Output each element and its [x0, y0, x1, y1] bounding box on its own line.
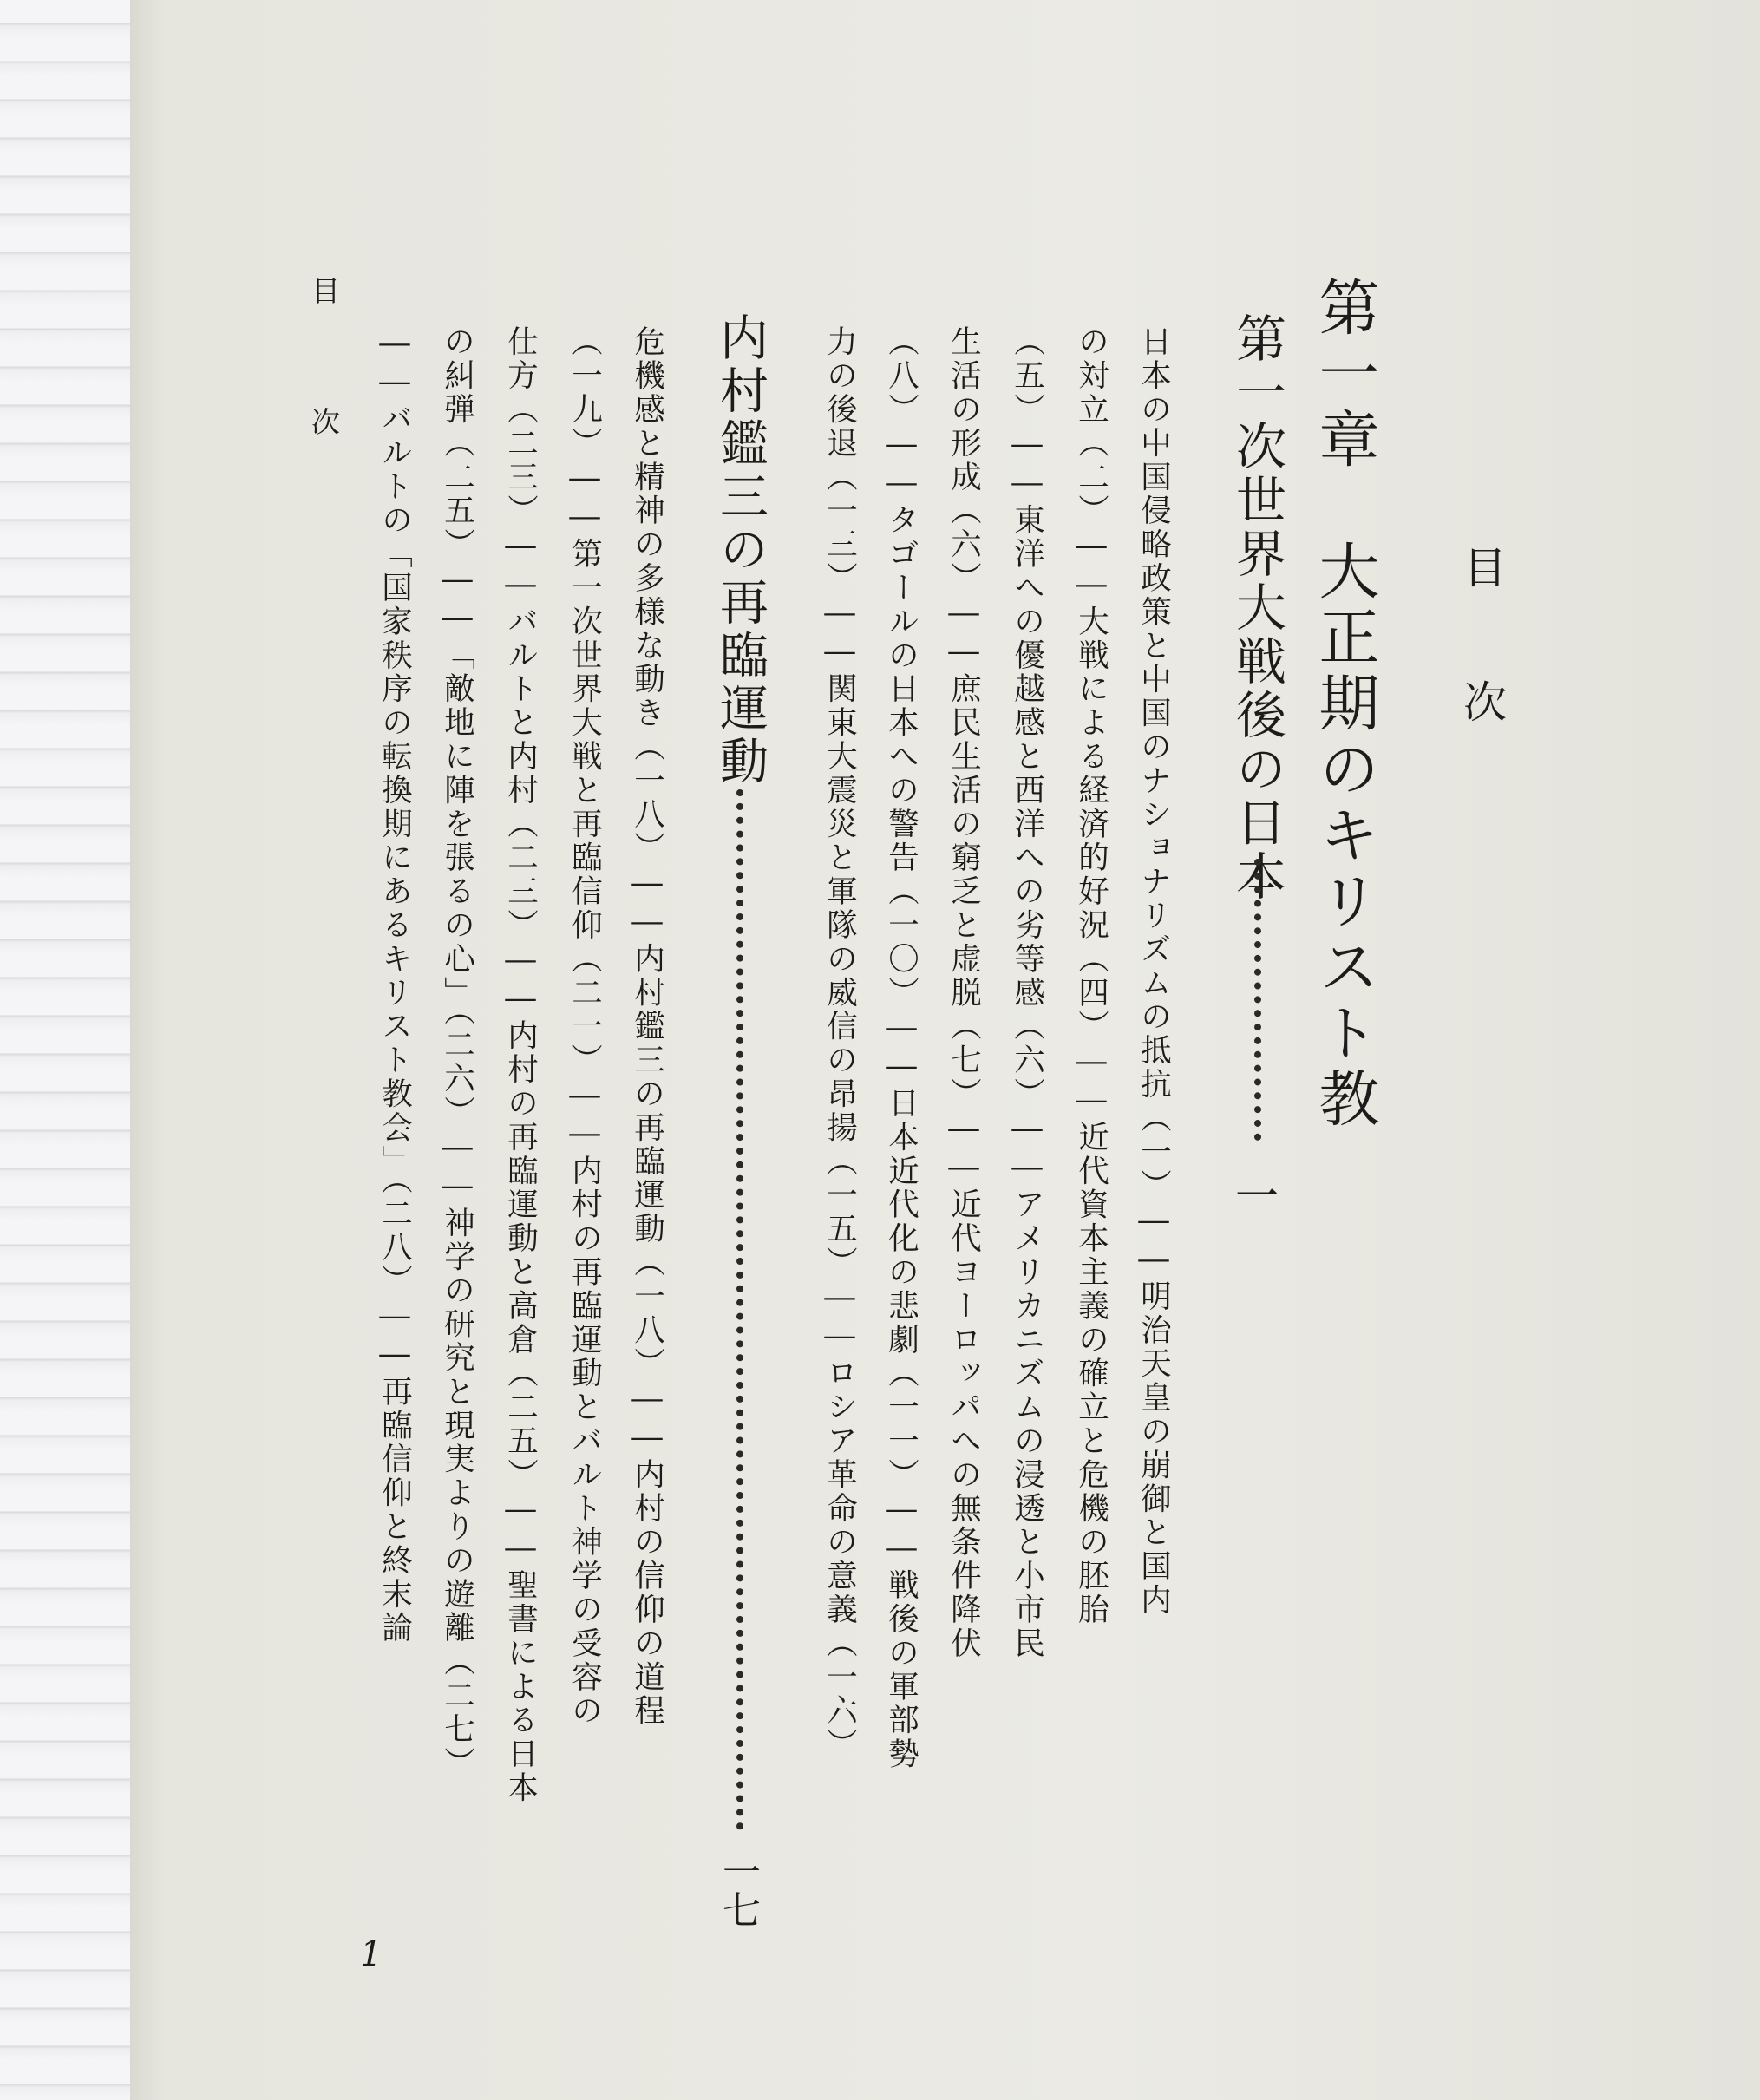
toc-entry-line: 危機感と精神の多様な動き（一八）――内村鑑三の再臨運動（一八）――内村の信仰の道程 [629, 325, 665, 1728]
section-page-number: 一 [1228, 1173, 1279, 1216]
toc-entry-line: 生活の形成（六）――庶民生活の窮乏と虚脱（七）――近代ヨーロッパへの無条件降伏 [945, 325, 982, 1661]
section-page-number: 一七 [716, 1852, 760, 1928]
section-title: 第一次世界大戦後の日本 [1227, 312, 1286, 904]
toc-entry-line: の糾弾（二五）――「敵地に陣を張るの心」（二六）――神学の研究と現実よりの遊離（二七） [439, 325, 475, 1780]
book-page [130, 0, 1760, 2100]
folder-edge [0, 0, 130, 2100]
toc-heading: 目次 [1456, 545, 1507, 814]
toc-entry-line: 力の後退（一三）――関東大震災と軍隊の威信の昂揚（一五）――ロシア革命の意義（一六） [821, 325, 858, 1762]
toc-entry-line: （一九）――第一次世界大戦と再臨信仰（二一）――内村の再臨運動とバルト神学の受容の [566, 325, 603, 1728]
toc-entry-line: （八）――タゴールの日本への警告（一〇）――日本近代化の悲劇（一一）――戦後の軍部勢 [883, 325, 919, 1771]
toc-entry-line: 仕方（二三）――バルトと内村（二三）――内村の再臨運動と高倉（二五）――聖書による日本 [502, 325, 539, 1805]
toc-entry-line: の対立（二）――大戦による経済的好況（四）――近代資本主義の確立と危機の胚胎 [1073, 325, 1109, 1627]
toc-entry-line: ――バルトの「国家秩序の転換期にあるキリスト教会」（二八）――再臨信仰と終末論 [376, 325, 413, 1645]
leader-dots [736, 789, 743, 1830]
toc-entry-line: 日本の中国侵略政策と中国のナショナリズムの抵抗（一）――明治天皇の崩御と国内 [1135, 325, 1172, 1618]
running-head: 目次 [307, 276, 341, 538]
toc-entry-line: （五）――東洋への優越感と西洋への劣等感（六）――アメリカニズムの浸透と小市民 [1009, 325, 1045, 1661]
leader-dots [1254, 859, 1261, 1141]
section-title: 内村鑑三の再臨運動 [712, 312, 769, 788]
part-title: 第一章 大正期のキリスト教 [1309, 276, 1380, 1133]
folio-page-number: 1 [360, 1934, 383, 1974]
